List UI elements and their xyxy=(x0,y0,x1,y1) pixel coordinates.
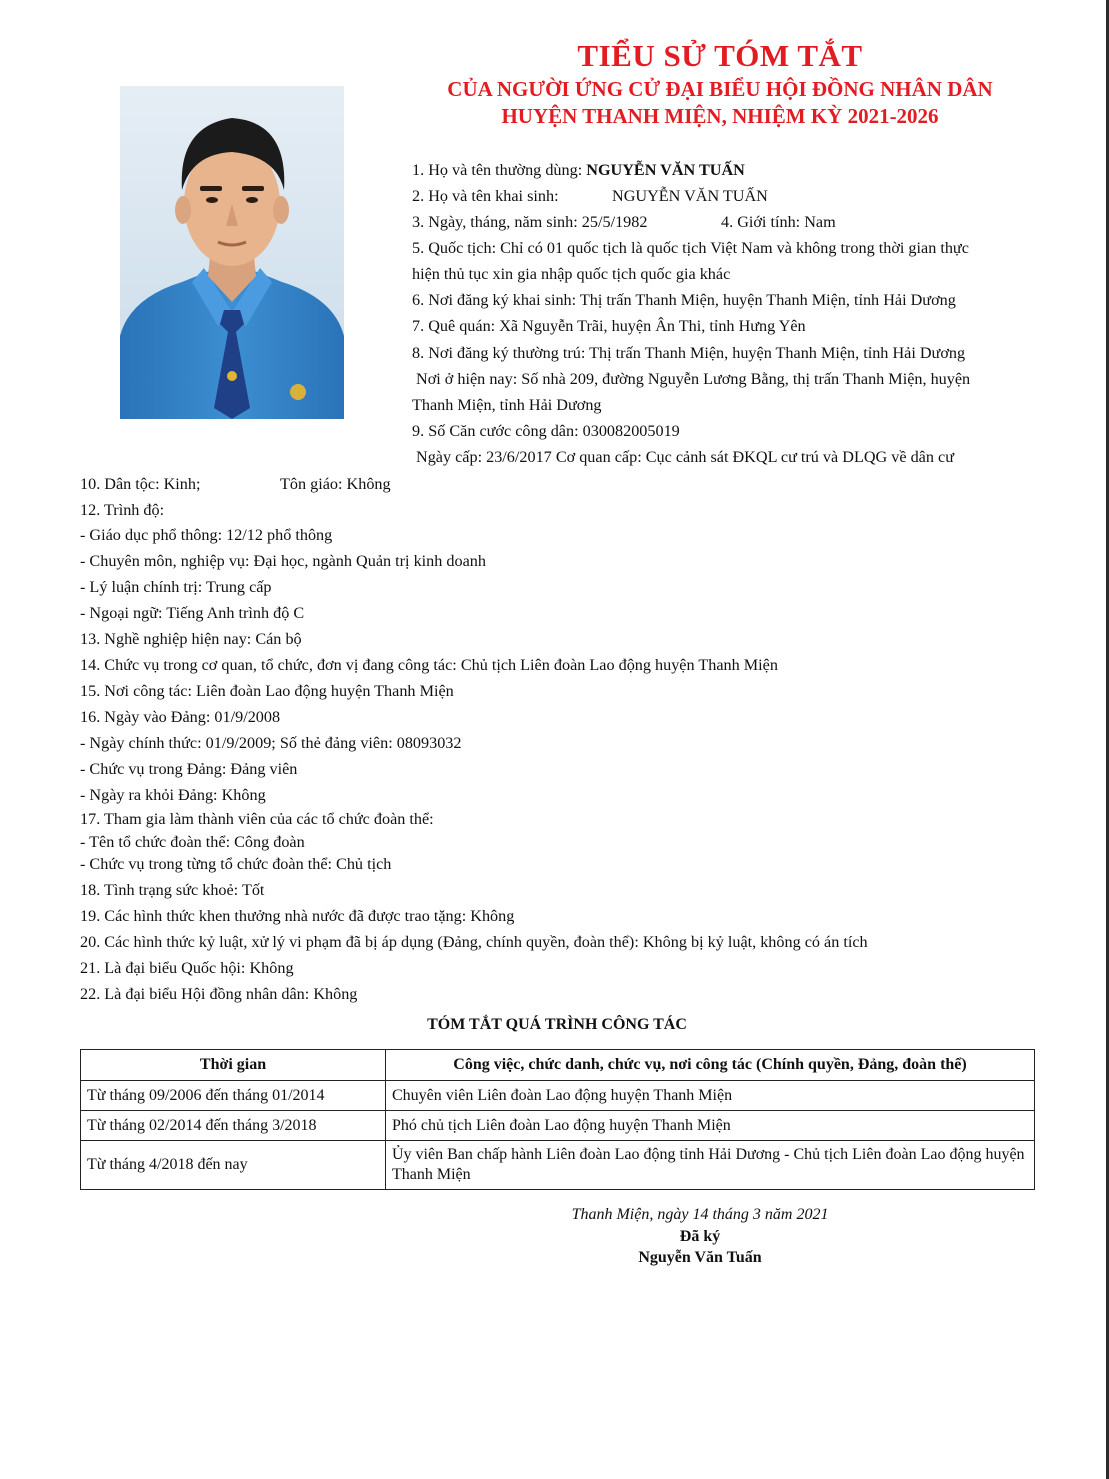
info-line-20: 20. Các hình thức kỷ luật, xử lý vi phạm đã bị áp dụng (Đảng, chính quyền, đoàn thể): Không bị kỷ luật, không có án tích xyxy=(80,933,868,951)
name-birth: NGUYỄN VĂN TUẤN xyxy=(612,187,768,205)
signature-name: Nguyễn Văn Tuấn xyxy=(638,1249,762,1266)
table-header-time: Thời gian xyxy=(81,1050,386,1081)
info-line-3: 3. Ngày, tháng, năm sinh: 25/5/1982 4. Giới tính: Nam xyxy=(412,213,836,231)
info-line-21: 21. Là đại biểu Quốc hội: Không xyxy=(80,959,294,977)
info-line-12b: - Chuyên môn, nghiệp vụ: Đại học, ngành Quản trị kinh doanh xyxy=(80,552,486,570)
info-line-19: 19. Các hình thức khen thưởng nhà nước đã được trao tặng: Không xyxy=(80,907,515,925)
table-cell-position: Ủy viên Ban chấp hành Liên đoàn Lao động tỉnh Hải Dương - Chủ tịch Liên đoàn Lao động huyện Thanh Miện xyxy=(386,1141,1035,1190)
info-line-1: 1. Họ và tên thường dùng: NGUYỄN VĂN TUẤN xyxy=(412,161,745,179)
table-cell-position: Phó chủ tịch Liên đoàn Lao động huyện Thanh Miện xyxy=(386,1111,1035,1141)
info-line-16c: - Ngày ra khỏi Đảng: Không xyxy=(80,786,266,804)
info-line-8c: Thanh Miện, tỉnh Hải Dương xyxy=(412,396,602,414)
info-line-9: 9. Số Căn cước công dân: 030082005019 xyxy=(412,422,680,440)
name-common: NGUYỄN VĂN TUẤN xyxy=(586,161,745,179)
table-cell-time: Từ tháng 4/2018 đến nay xyxy=(81,1141,386,1190)
info-line-8: 8. Nơi đăng ký thường trú: Thị trấn Thanh Miện, huyện Thanh Miện, tỉnh Hải Dương xyxy=(412,344,966,362)
info-line-13: 13. Nghề nghiệp hiện nay: Cán bộ xyxy=(80,630,302,648)
table-row xyxy=(81,1141,1035,1190)
portrait-photo xyxy=(120,86,344,419)
info-line-9b: Ngày cấp: 23/6/2017 Cơ quan cấp: Cục cảnh sát ĐKQL cư trú và DLQG về dân cư xyxy=(416,448,954,466)
info-line-12c: - Lý luận chính trị: Trung cấp xyxy=(80,578,272,596)
info-line-10: 10. Dân tộc: Kinh; Tôn giáo: Không xyxy=(80,475,391,493)
info-line-5b: hiện thủ tục xin gia nhập quốc tịch quốc gia khác xyxy=(412,265,731,283)
table-cell-time: Từ tháng 09/2006 đến tháng 01/2014 xyxy=(81,1081,386,1111)
info-line-12a: - Giáo dục phổ thông: 12/12 phổ thông xyxy=(80,526,333,544)
signature-status: Đã ký xyxy=(679,1228,721,1245)
info-line-12d: - Ngoại ngữ: Tiếng Anh trình độ C xyxy=(80,604,305,622)
info-line-17: 17. Tham gia làm thành viên của các tổ chức đoàn thể: xyxy=(80,810,434,828)
info-line-16a: - Ngày chính thức: 01/9/2009; Số thẻ đảng viên: 08093032 xyxy=(80,734,462,752)
info-line-22: 22. Là đại biểu Hội đồng nhân dân: Không xyxy=(80,985,358,1003)
work-history-title: TÓM TẮT QUÁ TRÌNH CÔNG TÁC xyxy=(427,1016,687,1033)
info-line-14: 14. Chức vụ trong cơ quan, tổ chức, đơn vị đang công tác: Chủ tịch Liên đoàn Lao động huyện Thanh Miện xyxy=(80,656,778,674)
info-line-6: 6. Nơi đăng ký khai sinh: Thị trấn Thanh Miện, huyện Thanh Miện, tỉnh Hải Dương xyxy=(412,291,956,309)
table-row xyxy=(81,1081,1035,1111)
info-line-17b: - Chức vụ trong từng tổ chức đoàn thể: Chủ tịch xyxy=(80,855,392,873)
info-line-16b: - Chức vụ trong Đảng: Đảng viên xyxy=(80,760,298,778)
info-line-2: 2. Họ và tên khai sinh: NGUYỄN VĂN TUẤN xyxy=(412,187,768,205)
work-history-table xyxy=(80,1049,1035,1190)
info-line-18: 18. Tình trạng sức khoẻ: Tốt xyxy=(80,881,265,899)
document-subtitle-line-1: CỦA NGƯỜI ỨNG CỬ ĐẠI BIỂU HỘI ĐỒNG NHÂN DÂN xyxy=(447,77,993,101)
info-line-12: 12. Trình độ: xyxy=(80,501,165,519)
document-title: TIỂU SỬ TÓM TẮT xyxy=(577,38,863,73)
info-line-8b: Nơi ở hiện nay: Số nhà 209, đường Nguyễn Lương Bằng, thị trấn Thanh Miện, huyện xyxy=(416,370,971,388)
info-line-7: 7. Quê quán: Xã Nguyễn Trãi, huyện Ân Thi, tỉnh Hưng Yên xyxy=(412,317,806,335)
table-row xyxy=(81,1111,1035,1141)
info-line-5a: 5. Quốc tịch: Chỉ có 01 quốc tịch là quốc tịch Việt Nam và không trong thời gian thực xyxy=(412,239,969,257)
table-header-position: Công việc, chức danh, chức vụ, nơi công tác (Chính quyền, Đảng, đoàn thể) xyxy=(386,1050,1035,1081)
info-line-16: 16. Ngày vào Đảng: 01/9/2008 xyxy=(80,708,281,726)
info-line-17a: - Tên tổ chức đoàn thể: Công đoàn xyxy=(80,833,305,851)
info-line-15: 15. Nơi công tác: Liên đoàn Lao động huyện Thanh Miện xyxy=(80,682,454,700)
table-cell-position: Chuyên viên Liên đoàn Lao động huyện Thanh Miện xyxy=(386,1081,1035,1111)
document-subtitle-line-2: HUYỆN THANH MIỆN, NHIỆM KỲ 2021-2026 xyxy=(501,104,939,128)
table-header-row xyxy=(81,1050,1035,1081)
table-cell-time: Từ tháng 02/2014 đến tháng 3/2018 xyxy=(81,1111,386,1141)
signature-date: Thanh Miện, ngày 14 tháng 3 năm 2021 xyxy=(571,1206,829,1223)
